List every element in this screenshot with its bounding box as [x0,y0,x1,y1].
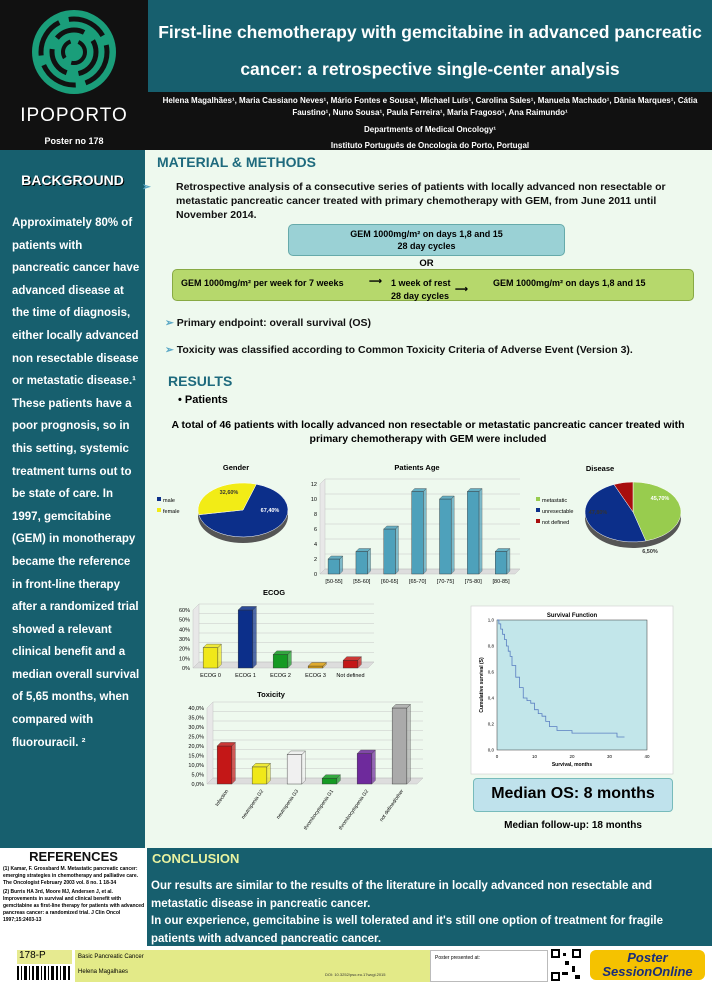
bar [495,552,507,575]
regimen-2-line-2: 28 day cycles [391,291,450,301]
background-title: BACKGROUND [21,172,124,188]
x-tick-label: Infection [214,788,231,808]
y-tick-label: 6 [313,527,317,533]
legend-label: unresectable [542,509,574,515]
institute: Instituto Português de Oncologia do Porto, Portugal [330,141,530,150]
y-tick-label: 0,0% [191,782,204,788]
chart-title: Survival Function [546,613,598,619]
footer-doi: DOI: 10.3252/pso.eu.17wcgi.2015 [325,972,386,977]
bar-side [423,489,426,575]
references-text [3,866,147,923]
background-text: Approximately 80% of patients with pancreatic cancer have advanced disease at the time of diagnosis, either locally advanced non resectable disease or metastatic disease.¹ These patients have a poor prognosis, so in this setting, systemic treatment turns out to be state of care. In 1997, gemcitabine (GEM) in monotherapy became the reference in front-line therapy after a randomized trial showed a relevant clinical benefit and a median overall survival of 5,65 months, when compared with fluorouracil. ² [12,217,140,749]
y-tick-label: 0,4 [487,695,494,701]
methods-title: MATERIAL & METHODS [157,154,316,170]
x-tick-label: [65-70] [408,579,427,585]
y-tick-label: 10 [310,497,317,503]
x-tick-label: [80-85] [492,579,510,585]
data-label: 32,60% [219,490,239,496]
legend-label: metastatic [542,498,568,504]
bar-side [407,704,411,784]
y-tick-label: 1,0 [487,617,494,623]
x-tick-label: ECOG 0 [200,673,221,679]
bar [203,648,218,668]
bar [356,552,368,575]
conclusion-text [151,878,696,948]
legend-swatch [157,508,161,512]
arrow-right-icon: ⟶ [455,284,468,294]
department: Departments of Medical Oncology¹ [363,125,497,134]
results-subtitle-text: Patients [184,394,228,406]
y-tick-label: 0,8 [487,643,494,649]
axis-wall [193,604,199,668]
y-tick-label: 4 [313,542,317,548]
y-tick-label: 0,0 [487,747,494,753]
chart-title: ECOG [262,588,286,597]
chart-title: Patients Age [394,463,440,472]
x-tick-label: thrombocytopenia G2 [337,788,371,832]
bar [308,666,323,668]
bar [467,492,479,575]
bar [322,778,337,784]
footer-topic: Basic Pancreatic Cancer [78,954,144,960]
bar [343,660,358,668]
references-title: REFERENCES [29,849,118,864]
legend-label: not defined [542,520,570,526]
bar [287,755,302,784]
footer-brand[interactable]: Poster SessionOnline [590,950,705,980]
data-label: 67,40% [260,508,280,514]
bar [252,767,267,784]
reference-1: (1) Kamar, F. Grossbard M. Metastatic pancreatic cancer: emerging strategies in chemotherapy and palliative care. The Oncologist February 2003 vol. 8 no. 1 18-34 [3,866,139,886]
median-followup: Median follow-up: 18 months [504,820,642,831]
chart-title: Toxicity [257,690,285,699]
regimen-2-part-2: 1 week of rest [391,278,451,288]
regimen-2-part-3: GEM 1000mg/m² on days 1,8 and 15 [493,278,646,288]
reference-2: (2) Burris HA 3rd, Moore MJ, Andersen J, et al. Improvements in survival and clinical benefit with gemcitabine as first-line therapy for patients with advanced pancreas cancer: a randomized trial. J Clin Oncol 1997;15:2403-13 [3,889,145,923]
x-tick-label: ECOG 3 [305,673,326,679]
legend-swatch [536,519,540,523]
y-tick-label: 10,0% [188,763,204,769]
bar-side [507,549,510,575]
legend-swatch [536,497,540,501]
bar [357,754,372,784]
methods-bullet-3-text: Toxicity was classified according to Common Toxicity Criteria of Adverse Event (Version 3). [176,344,633,356]
x-tick-label: ECOG 2 [270,673,291,679]
logo-text: IPOPORTO [20,105,128,126]
bar [440,499,452,574]
data-label: 47,80% [588,510,608,516]
x-tick-label: ECOG 1 [235,673,256,679]
bar [392,708,407,784]
x-tick-label: [75-80] [464,579,482,585]
legend-label: male [163,498,175,504]
x-tick-label: [60-65] [381,579,399,585]
x-tick-label: neutropenia G2 [240,788,266,821]
x-axis-label: Survival, months [551,762,593,768]
x-tick-label: [70-75] [436,579,454,585]
bar [384,529,396,574]
results-text: A total of 46 patients with locally advanced non resectable or metastatic pancreatic cancer treated with primary chemotherapy with GEM were included [171,419,685,445]
y-tick-label: 12 [310,482,317,488]
conclusion-title: CONCLUSION [152,851,240,866]
axis-wall [320,479,325,574]
methods-bullet-1-text: Retrospective analysis of a consecutive series of patients with locally advanced non resectable or metastatic pancreatic cancer treated with primary chemotherapy with GEM, from June 2011 until November 2014. [176,181,666,221]
or-label: OR [419,258,434,269]
x-tick-label: 20 [569,754,575,759]
arrow-bullet-icon: ➢ [142,181,151,193]
y-tick-label: 60% [178,608,190,614]
footer-presented-at: Poster presented at: [430,950,548,982]
bar-side [395,526,398,574]
y-tick-label: 15,0% [188,753,204,760]
x-tick-label: [50-55] [325,579,343,585]
x-tick-label: neutropenia G3 [275,788,301,821]
y-tick-label: 20,0% [188,744,204,750]
axis-floor [207,778,423,784]
legend-label: female [163,509,180,515]
x-tick-label: thrombocytopenia G1 [302,788,336,832]
barcode-icon [17,966,71,980]
arrow-bullet-icon: ➢ [165,344,174,356]
poster-number: Poster no 178 [44,136,104,146]
y-tick-label: 30,0% [188,725,204,731]
bar [238,610,253,668]
legend-swatch [157,497,161,501]
arrow-right-icon: ⟶ [369,276,382,286]
bar-side [218,644,222,668]
y-tick-label: 40% [178,627,190,634]
y-axis-label: Cumulative survival (S) [479,657,485,713]
x-tick-label: [55-60] [353,579,371,585]
y-tick-label: 5,0% [191,772,204,779]
regimen-2-part-1: GEM 1000mg/m² per week for 7 weeks [181,278,344,288]
x-tick-label: 40 [644,754,650,759]
y-tick-label: 20% [178,646,190,653]
arrow-bullet-icon: ➢ [165,317,174,329]
bar [412,492,424,575]
regimen-1-line-2: 28 day cycles [397,241,456,251]
bar-side [372,750,376,784]
chart-title: Disease [585,464,615,473]
y-tick-label: 2 [313,557,317,563]
conclusion-text-1: Our results are similar to the results of the literature in locally advanced non resectable and metastatic disease in pancreatic cancer. [151,880,653,910]
x-tick-label: Not defined [336,673,365,679]
y-tick-label: 50% [178,617,190,624]
chart-title: Gender [222,463,250,472]
y-tick-label: 40,0% [188,706,204,712]
bar-side [232,742,236,784]
bar-side [479,489,482,575]
bar-side [368,549,371,575]
y-tick-label: 8 [313,512,317,518]
y-tick-label: 0 [313,572,317,578]
regimen-1-line-1: GEM 1000mg/m² on days 1,8 and 15 [350,229,503,239]
x-tick-label: 30 [606,754,613,759]
results-subtitle: • Patients [178,394,228,406]
data-label: 6,50% [642,549,658,555]
legend-swatch [536,508,540,512]
footer-poster-id: 178-P [17,950,72,964]
x-tick-label: 0 [495,754,499,759]
data-label: 45,70% [650,496,670,502]
x-tick-label: not defined/other [378,788,406,823]
bar [328,559,340,574]
bar-side [451,496,454,574]
y-tick-label: 0,6 [487,669,494,675]
bar [217,746,232,784]
bar-side [253,606,257,668]
footer-author: Helena Magalhaes [78,969,129,975]
conclusion-text-2: In our experience, gemcitabine is well tolerated and it's still one option of treatment for fragile patients with advanced pancreatic cancer. [151,915,664,945]
title-line-2: cancer: a retrospective single-center analysis [240,59,620,79]
qr-code-icon[interactable] [550,948,582,982]
y-tick-label: 0,2 [487,721,494,727]
x-tick-label: 10 [531,754,538,759]
bar-side [302,751,306,784]
axis-wall [207,702,213,784]
y-tick-label: 0% [182,666,190,672]
median-os-box: Median OS: 8 months [473,778,673,812]
bar [273,654,288,668]
y-tick-label: 10% [178,656,190,663]
title-line-1: First-line chemotherapy with gemcitabine in advanced pancreatic [158,22,702,42]
y-tick-label: 25,0% [188,734,204,741]
y-tick-label: 30% [178,637,190,643]
results-title: RESULTS [168,373,233,389]
methods-bullet-2-text: Primary endpoint: overall survival (OS) [176,317,372,329]
authors: Helena Magalhães¹, Maria Cassiano Neves¹, Mário Fontes e Sousa¹, Michael Luís¹, Carolina Sales¹, Manuela Machado¹, Dânia Marques¹, Cátia Faustino¹, Nuno Sousa¹, Paula Ferreira¹, Maria Fragoso¹, Ana Raimundo¹ [162,96,698,117]
y-tick-label: 35,0% [188,715,204,722]
